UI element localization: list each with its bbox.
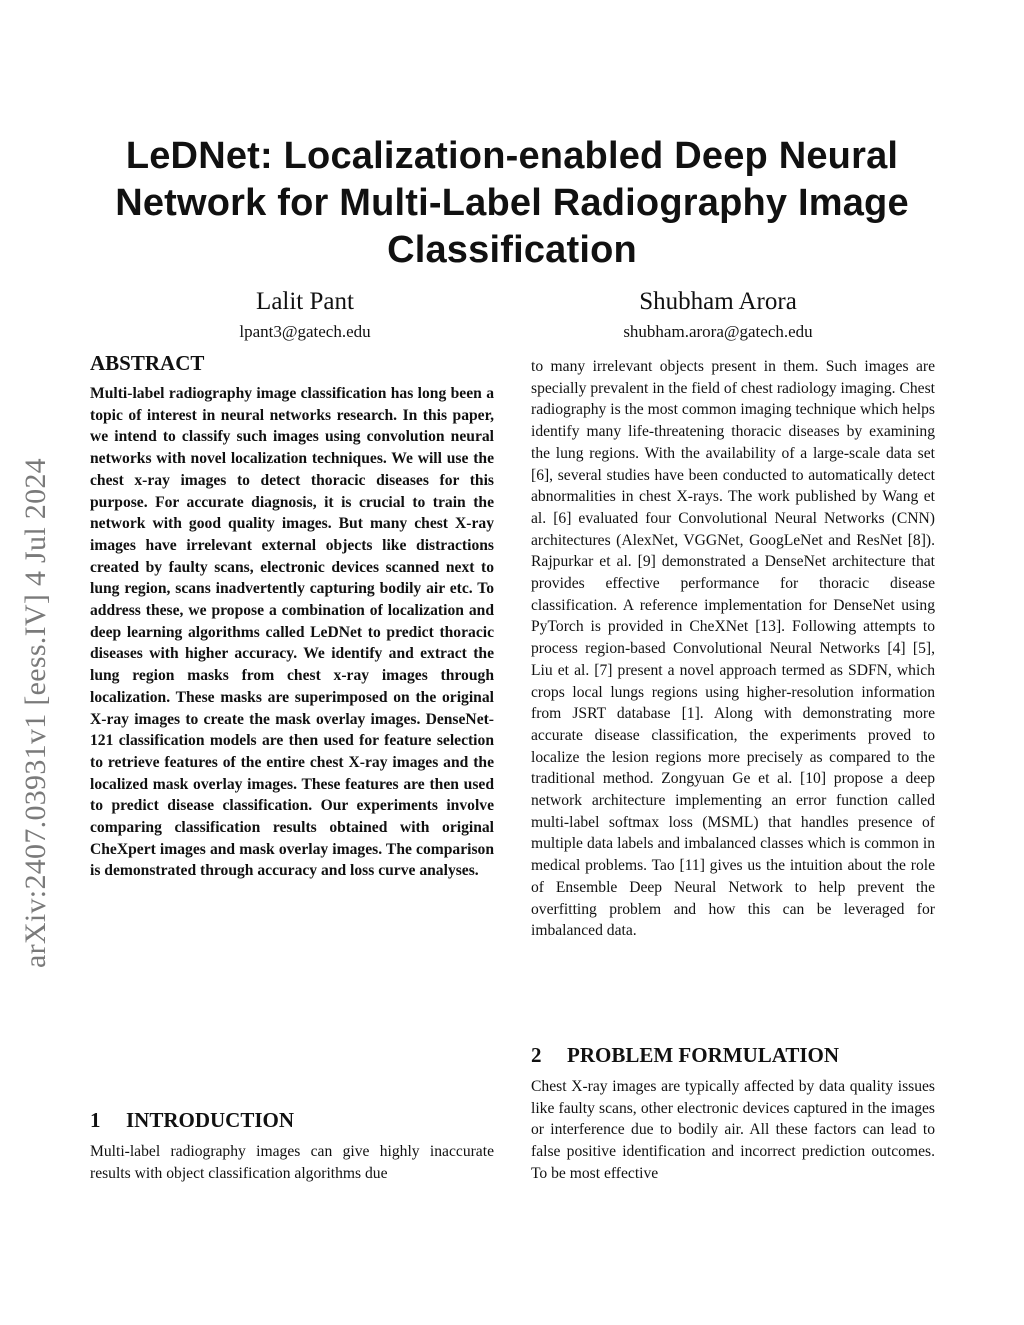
- abstract-heading: ABSTRACT: [90, 351, 205, 375]
- introduction-section: [90, 1107, 494, 1184]
- introduction-heading: [90, 1107, 494, 1133]
- author-name: Lalit Pant: [256, 288, 354, 315]
- arxiv-identifier: arXiv:2407.03931v1 [eess.IV] 4 Jul 2024: [19, 458, 52, 968]
- section-title: PROBLEM FORMULATION: [567, 1043, 840, 1067]
- abstract-text: Multi-label radiography image classification has long been a topic of interest in neural networks research. In this paper, we intend to classify such images using convolution neural networks with novel localization techniques. We will use the chest x-ray images to detect thoracic diseases for this purpose. For accurate diagnosis, it is crucial to train the network with good quality images. But many chest X-ray images have irrelevant external objects like distractions created by faulty scans, electronic devices scanned next to lung region, scans inadvertently capturing bodily air etc. To address these, we propose a combination of localization and deep learning algorithms called LeDNet to predict thoracic diseases with higher accuracy. We identify and extract the lung region masks from chest x-ray images through localization. These masks are superimposed on the original X-ray images to create the mask overlay images. DenseNet-121 classification models are then used for feature selection to retrieve features of the entire chest X-ray images and the localized mask overlay images. These features are then used to predict disease classification. Our experiments involve comparing classification results obtained with original CheXpert images and mask overlay images. The comparison is demonstrated through accuracy and loss curve analyses.: [90, 385, 494, 880]
- problem-formulation-heading: [531, 1042, 935, 1068]
- introduction-text: Multi-label radiography images can give highly inaccurate results with object classification algorithms due: [90, 1143, 494, 1182]
- author-block: [205, 287, 405, 344]
- section-title: INTRODUCTION: [126, 1108, 295, 1132]
- section-number: 2: [531, 1043, 542, 1067]
- problem-formulation-section: [531, 1042, 935, 1185]
- author-email: lpant3@gatech.edu: [239, 322, 371, 341]
- paper-title: LeDNet: Localization-enabled Deep Neural Network for Multi-Label Radiography Image Classification: [115, 135, 909, 271]
- abstract-section: [90, 350, 494, 882]
- author-block: [580, 287, 856, 344]
- author-name: Shubham Arora: [639, 288, 797, 315]
- section-number: 1: [90, 1108, 101, 1132]
- right-column: [531, 356, 935, 942]
- author-email: shubham.arora@gatech.edu: [623, 322, 813, 341]
- introduction-continued-text: to many irrelevant objects present in them. Such images are specially prevalent in the field of chest radiology imaging. Chest radiography is the most common imaging technique which helps identify many life-threatening thoracic diseases by examining the lung regions. With the availability of a large-scale data set [6], several studies have been conducted to automatically detect abnormalities in chest X-rays. The work published by Wang et al. [6] evaluated four Convolutional Neural Networks (CNN) architectures (AlexNet, VGGNet, GoogLeNet and ResNet [8]). Rajpurkar et al. [9] demonstrated a DenseNet architecture that provides effective performance for thoracic disease classification. A reference implementation for DenseNet using PyTorch is provided in CheXNet [13]. Following attempts to process region-based Convolutional Neural Networks [4] [5], Liu et al. [7] present a novel approach termed as SDFN, which crops local lungs regions using higher-resolution information from JSRT database [1]. Along with demonstrating more accurate disease classification, the experiments proved to localize the lesion regions more precisely as compared to the traditional method. Zongyuan Ge et al. [10] propose a deep network architecture implementing an error function called multi-label softmax loss (MSML) that handles presence of multiple data labels and imbalanced classes which is common in medical problems. Tao [11] gives us the intuition about the role of Ensemble Deep Neural Network to help prevent the overfitting problem and how this can be leveraged for imbalanced data.: [531, 358, 935, 940]
- problem-formulation-text: Chest X-ray images are typically affected by data quality issues like faulty scans, other electronic devices captured in the images or interference due to bodily air. All these factors can lead to false positive identification and incorrect prediction outcomes. To be most effective: [531, 1078, 935, 1182]
